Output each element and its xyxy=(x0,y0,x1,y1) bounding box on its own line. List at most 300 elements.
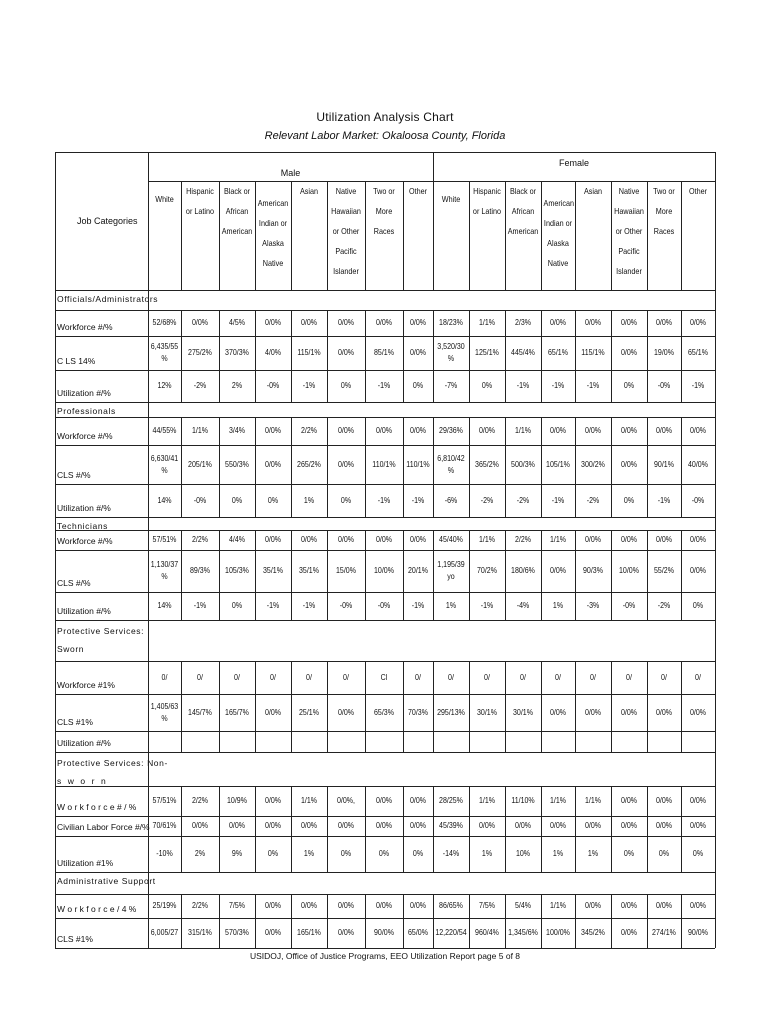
grid-vline xyxy=(365,592,366,620)
column-header-male-5: Native Hawaiian or Other Pacific Islander xyxy=(331,186,361,276)
grid-vline xyxy=(715,417,716,445)
grid-vline xyxy=(469,310,470,336)
grid-vline xyxy=(291,181,292,290)
section-title: Technicians xyxy=(57,521,109,531)
table-cell: 0/0% xyxy=(300,901,318,910)
grid-vline xyxy=(365,484,366,517)
table-cell: 30/1% xyxy=(477,707,497,717)
grid-vline xyxy=(681,310,682,336)
grid-vline xyxy=(715,894,716,918)
grid-vline xyxy=(715,786,716,816)
table-cell: 105/3% xyxy=(225,566,249,575)
grid-vline xyxy=(433,918,434,948)
table-cell: 25/19% xyxy=(152,901,177,910)
grid-vline xyxy=(365,181,366,290)
table-cell: 0/0%, xyxy=(336,796,356,805)
grid-vline xyxy=(541,786,542,816)
grid-vline xyxy=(681,336,682,370)
grid-vline xyxy=(181,894,182,918)
grid-vline xyxy=(541,336,542,370)
grid-hline xyxy=(55,417,148,418)
grid-vline xyxy=(469,530,470,550)
table-cell: 500/3% xyxy=(511,459,535,469)
female-group-header: Female xyxy=(558,158,589,168)
row-label: Utilization #1% xyxy=(57,858,114,868)
table-cell: 0/0% xyxy=(514,821,532,830)
grid-hline xyxy=(148,894,715,895)
table-cell: 86/65% xyxy=(439,901,463,910)
table-cell: 275/2% xyxy=(188,348,212,357)
table-cell: -1% xyxy=(266,601,280,610)
grid-vline xyxy=(181,694,182,731)
grid-vline xyxy=(219,417,220,445)
utilization-table xyxy=(55,152,715,948)
grid-vline xyxy=(469,592,470,620)
grid-vline xyxy=(647,592,648,620)
grid-vline xyxy=(469,836,470,872)
grid-vline xyxy=(219,786,220,816)
grid-vline xyxy=(469,786,470,816)
grid-vline xyxy=(148,310,149,336)
table-cell: 65/1% xyxy=(688,348,708,357)
grid-vline xyxy=(575,894,576,918)
table-cell: 0/ xyxy=(270,672,276,682)
table-cell: 35/1% xyxy=(263,566,283,575)
table-cell: -10% xyxy=(156,849,173,858)
grid-vline xyxy=(647,836,648,872)
table-cell: 65/0% xyxy=(408,928,428,937)
table-cell: 1/1% xyxy=(478,318,496,327)
table-cell: 0/ xyxy=(590,672,596,682)
grid-vline xyxy=(327,484,328,517)
grid-vline xyxy=(148,836,149,872)
grid-vline xyxy=(681,918,682,948)
table-cell: 1/1% xyxy=(549,901,567,910)
grid-vline xyxy=(327,550,328,592)
row-label: Utilization #/% xyxy=(57,503,111,513)
table-cell: -1% xyxy=(516,381,530,390)
table-cell: 0/0% xyxy=(375,821,393,830)
table-cell: 3/4% xyxy=(228,426,246,435)
grid-vline xyxy=(327,918,328,948)
table-cell: 0/0% xyxy=(264,318,282,327)
grid-vline xyxy=(291,786,292,816)
table-cell: 0/0% xyxy=(375,318,393,327)
grid-vline xyxy=(505,181,506,290)
grid-hline xyxy=(148,786,715,787)
grid-vline xyxy=(611,918,612,948)
table-cell: 0% xyxy=(692,849,704,858)
grid-vline xyxy=(181,370,182,402)
grid-vline xyxy=(505,370,506,402)
table-cell: 1/1% xyxy=(478,535,496,544)
row-label: Workforce #1% xyxy=(57,680,115,690)
table-cell: 180/6% xyxy=(511,566,535,575)
job-categories-header: Job Categories xyxy=(77,216,138,226)
row-label: Workforce #/% xyxy=(57,536,113,546)
grid-vline xyxy=(148,517,149,530)
table-cell: 29/36% xyxy=(439,426,463,435)
grid-vline xyxy=(647,336,648,370)
table-cell: 10/0% xyxy=(619,566,639,575)
table-cell: 2/2% xyxy=(191,796,209,805)
table-cell: 7/5% xyxy=(478,901,496,910)
grid-vline xyxy=(327,731,328,752)
section-title: Protective Services: Sworn xyxy=(57,626,145,654)
grid-vline xyxy=(291,310,292,336)
table-cell: 0/0% xyxy=(620,426,638,435)
grid-vline xyxy=(327,816,328,836)
table-cell: -2% xyxy=(480,495,494,505)
grid-hline xyxy=(55,948,715,949)
grid-vline xyxy=(365,786,366,816)
table-cell: 570/3% xyxy=(225,928,249,937)
table-cell: 0/0% xyxy=(300,535,318,544)
grid-vline xyxy=(148,336,149,370)
table-cell: 2/2% xyxy=(300,426,318,435)
grid-vline xyxy=(181,918,182,948)
table-cell: 0/ xyxy=(555,672,561,682)
table-cell: 0% xyxy=(412,381,424,390)
grid-vline xyxy=(219,918,220,948)
table-cell: -2% xyxy=(586,495,600,505)
table-cell: 0/ xyxy=(343,672,349,682)
grid-vline xyxy=(611,836,612,872)
grid-vline xyxy=(681,694,682,731)
grid-vline xyxy=(148,694,149,731)
grid-vline xyxy=(715,731,716,752)
grid-vline xyxy=(681,836,682,872)
grid-vline xyxy=(505,918,506,948)
grid-vline xyxy=(219,731,220,752)
grid-vline xyxy=(291,530,292,550)
grid-vline xyxy=(181,336,182,370)
grid-vline xyxy=(291,694,292,731)
column-header-female-7: Other xyxy=(688,186,708,196)
grid-vline xyxy=(148,550,149,592)
table-cell: 0/0% xyxy=(337,821,355,830)
grid-hline xyxy=(148,836,715,837)
table-cell: 1/1% xyxy=(191,426,209,435)
table-cell: 45/40% xyxy=(439,535,463,544)
table-cell: 0/ xyxy=(234,672,240,682)
table-cell: -1% xyxy=(377,381,391,390)
table-cell: 1% xyxy=(587,849,599,858)
grid-vline xyxy=(148,752,149,786)
grid-hline xyxy=(55,517,715,518)
table-cell: 0/0% xyxy=(409,796,427,805)
grid-vline xyxy=(541,417,542,445)
table-cell: 2% xyxy=(231,381,243,390)
grid-vline xyxy=(255,918,256,948)
table-cell: 0/0% xyxy=(300,318,318,327)
grid-vline xyxy=(681,550,682,592)
table-cell: 0/0% xyxy=(228,821,246,830)
table-cell: 28/25% xyxy=(439,796,463,805)
grid-hline xyxy=(148,661,715,662)
grid-vline xyxy=(291,836,292,872)
table-cell: 0% xyxy=(623,849,635,858)
table-cell: 0/0% xyxy=(337,459,355,469)
grid-vline xyxy=(541,894,542,918)
grid-vline xyxy=(255,661,256,694)
grid-vline xyxy=(505,694,506,731)
grid-vline xyxy=(255,786,256,816)
grid-vline xyxy=(575,336,576,370)
table-cell: 57/51% xyxy=(152,535,177,544)
grid-vline xyxy=(433,836,434,872)
grid-vline xyxy=(505,530,506,550)
grid-hline xyxy=(148,918,715,919)
grid-vline xyxy=(255,181,256,290)
grid-vline xyxy=(541,816,542,836)
table-cell: 1/1% xyxy=(478,796,496,805)
grid-vline xyxy=(611,484,612,517)
grid-vline xyxy=(647,694,648,731)
table-cell: 90/0% xyxy=(688,928,708,937)
table-cell: 0/0% xyxy=(191,318,209,327)
grid-vline xyxy=(291,370,292,402)
grid-vline xyxy=(148,872,149,894)
grid-vline xyxy=(611,336,612,370)
grid-vline xyxy=(575,592,576,620)
grid-vline xyxy=(611,592,612,620)
table-cell: 0% xyxy=(340,381,352,390)
table-cell: 0/0% xyxy=(264,535,282,544)
grid-vline xyxy=(469,550,470,592)
grid-vline xyxy=(505,417,506,445)
table-cell: 1,130/37 % xyxy=(150,560,179,581)
table-cell: 0/0% xyxy=(689,707,707,717)
grid-vline xyxy=(219,484,220,517)
section-title: Administrative Support xyxy=(57,876,156,886)
grid-vline xyxy=(469,894,470,918)
table-cell: 57/51% xyxy=(152,796,177,805)
table-cell: 0/0% xyxy=(375,426,393,435)
table-cell: 90/3% xyxy=(583,566,603,575)
table-cell: 0/0% xyxy=(620,796,638,805)
row-label: CLS #/% xyxy=(57,470,91,480)
table-cell: 165/7% xyxy=(225,707,249,717)
grid-vline xyxy=(291,661,292,694)
grid-vline xyxy=(469,694,470,731)
table-cell: 0/0% xyxy=(689,318,707,327)
chart-title: Utilization Analysis Chart xyxy=(316,110,454,124)
table-cell: -6% xyxy=(444,495,458,505)
table-cell: 2/3% xyxy=(514,318,532,327)
table-cell: 5/4% xyxy=(514,901,532,910)
grid-vline xyxy=(365,694,366,731)
grid-vline xyxy=(647,918,648,948)
grid-vline xyxy=(255,417,256,445)
grid-vline xyxy=(255,336,256,370)
grid-vline xyxy=(327,694,328,731)
table-cell: 300/2% xyxy=(581,459,605,469)
grid-vline xyxy=(433,661,434,694)
row-label: Civilian Labor Force #/% xyxy=(57,822,150,832)
grid-vline xyxy=(365,370,366,402)
grid-vline xyxy=(541,181,542,290)
grid-hline xyxy=(148,417,715,418)
table-cell: 1% xyxy=(303,849,315,858)
table-cell: -1% xyxy=(480,601,494,610)
column-header-male-3: American Indian or Alaska Native xyxy=(257,198,289,268)
column-header-female-4: Asian xyxy=(583,186,603,196)
table-cell: 0/0% xyxy=(337,318,355,327)
table-cell: 6,435/55 % xyxy=(150,342,179,363)
table-cell: -7% xyxy=(444,381,458,390)
table-cell: 10/9% xyxy=(227,796,247,805)
chart-subtitle: Relevant Labor Market: Okaloosa County, Florida xyxy=(264,130,506,142)
grid-vline xyxy=(611,816,612,836)
grid-vline xyxy=(575,550,576,592)
grid-vline xyxy=(611,417,612,445)
table-cell: 0/ xyxy=(197,672,203,682)
grid-hline xyxy=(55,402,715,403)
grid-vline xyxy=(715,592,716,620)
grid-vline xyxy=(715,918,716,948)
grid-vline xyxy=(715,816,716,836)
grid-hline xyxy=(148,694,715,695)
grid-vline xyxy=(469,417,470,445)
table-cell: -1% xyxy=(657,495,671,505)
grid-vline xyxy=(255,694,256,731)
grid-vline xyxy=(611,445,612,484)
table-cell: 90/0% xyxy=(374,928,394,937)
table-cell: 0/0% xyxy=(689,821,707,830)
grid-vline xyxy=(611,661,612,694)
table-cell: 0/0% xyxy=(655,821,673,830)
table-cell: 55/2% xyxy=(654,566,674,575)
grid-vline xyxy=(505,336,506,370)
table-cell: 70/2% xyxy=(477,566,497,575)
table-cell: 0% xyxy=(267,849,279,858)
grid-vline xyxy=(575,484,576,517)
grid-vline xyxy=(403,181,404,290)
table-cell: 445/4% xyxy=(511,348,535,357)
grid-vline xyxy=(219,661,220,694)
grid-vline xyxy=(505,786,506,816)
grid-vline xyxy=(541,310,542,336)
table-cell: 0/ xyxy=(448,672,454,682)
grid-hline xyxy=(148,310,715,311)
table-cell: 2/2% xyxy=(191,535,209,544)
grid-vline xyxy=(291,550,292,592)
column-header-female-0: White xyxy=(441,194,461,204)
table-cell: 550/3% xyxy=(225,459,249,469)
grid-vline xyxy=(541,918,542,948)
grid-vline xyxy=(681,445,682,484)
grid-vline xyxy=(255,530,256,550)
table-cell: 0/0% xyxy=(620,707,638,717)
table-cell: 35/1% xyxy=(299,566,319,575)
table-cell: 0/0% xyxy=(620,928,638,937)
table-cell: -2% xyxy=(657,601,671,610)
table-cell: 1% xyxy=(481,849,493,858)
grid-vline xyxy=(575,661,576,694)
column-header-female-2: Black or African American xyxy=(507,186,539,236)
table-cell: 0/0% xyxy=(375,796,393,805)
table-cell: 0/0% xyxy=(584,426,602,435)
grid-vline xyxy=(611,550,612,592)
table-cell: -3% xyxy=(586,601,600,610)
table-cell: 2% xyxy=(194,849,206,858)
table-cell: 345/2% xyxy=(581,928,605,937)
grid-vline xyxy=(219,370,220,402)
table-cell: 0/0% xyxy=(620,459,638,469)
table-cell: 0/0% xyxy=(584,318,602,327)
table-cell: 0/0% xyxy=(264,796,282,805)
grid-hline xyxy=(148,530,715,531)
table-cell: 145/7% xyxy=(188,707,212,717)
grid-vline xyxy=(181,445,182,484)
table-cell: 1/1% xyxy=(514,426,532,435)
grid-vline xyxy=(365,731,366,752)
table-cell: 0/0% xyxy=(337,348,355,357)
table-cell: 1/1% xyxy=(300,796,318,805)
grid-vline xyxy=(575,445,576,484)
table-cell: -1% xyxy=(377,495,391,505)
grid-vline xyxy=(148,484,149,517)
grid-vline xyxy=(611,894,612,918)
grid-vline xyxy=(148,402,149,417)
table-cell: 365/2% xyxy=(475,459,499,469)
grid-vline xyxy=(327,592,328,620)
grid-vline xyxy=(647,370,648,402)
grid-hline xyxy=(148,336,715,337)
table-cell: -0% xyxy=(691,495,705,505)
grid-vline xyxy=(647,181,648,290)
grid-vline xyxy=(433,310,434,336)
table-cell: 52/68% xyxy=(152,318,177,327)
grid-hline xyxy=(148,550,715,551)
table-cell: 0/0% xyxy=(689,426,707,435)
grid-vline xyxy=(647,894,648,918)
table-cell: 0/0% xyxy=(264,707,282,717)
grid-vline xyxy=(647,550,648,592)
grid-vline xyxy=(181,816,182,836)
table-cell: 90/1% xyxy=(654,459,674,469)
table-cell: 19/0% xyxy=(654,348,674,357)
table-cell: 2/2% xyxy=(514,535,532,544)
grid-vline xyxy=(541,530,542,550)
table-cell: 0/0% xyxy=(620,901,638,910)
table-cell: 10/0% xyxy=(374,566,394,575)
grid-vline xyxy=(181,417,182,445)
table-cell: 105/1% xyxy=(546,459,570,469)
grid-hline xyxy=(55,620,715,621)
grid-vline xyxy=(469,816,470,836)
table-cell: 6,005/27 xyxy=(150,928,179,937)
table-cell: 1% xyxy=(303,495,315,505)
grid-vline xyxy=(505,484,506,517)
grid-vline xyxy=(327,786,328,816)
table-cell: 30/1% xyxy=(513,707,533,717)
table-cell: -1% xyxy=(302,601,316,610)
grid-vline xyxy=(148,786,149,816)
grid-vline xyxy=(715,530,716,550)
grid-vline xyxy=(148,918,149,948)
table-cell: 0/0% xyxy=(549,707,567,717)
table-cell: 0/ xyxy=(626,672,632,682)
grid-vline xyxy=(219,550,220,592)
grid-hline xyxy=(55,310,148,311)
table-cell: 0/ xyxy=(306,672,312,682)
column-header-male-7: Other xyxy=(408,186,428,196)
grid-vline xyxy=(575,370,576,402)
grid-vline xyxy=(327,894,328,918)
table-cell: 205/1% xyxy=(188,459,212,469)
